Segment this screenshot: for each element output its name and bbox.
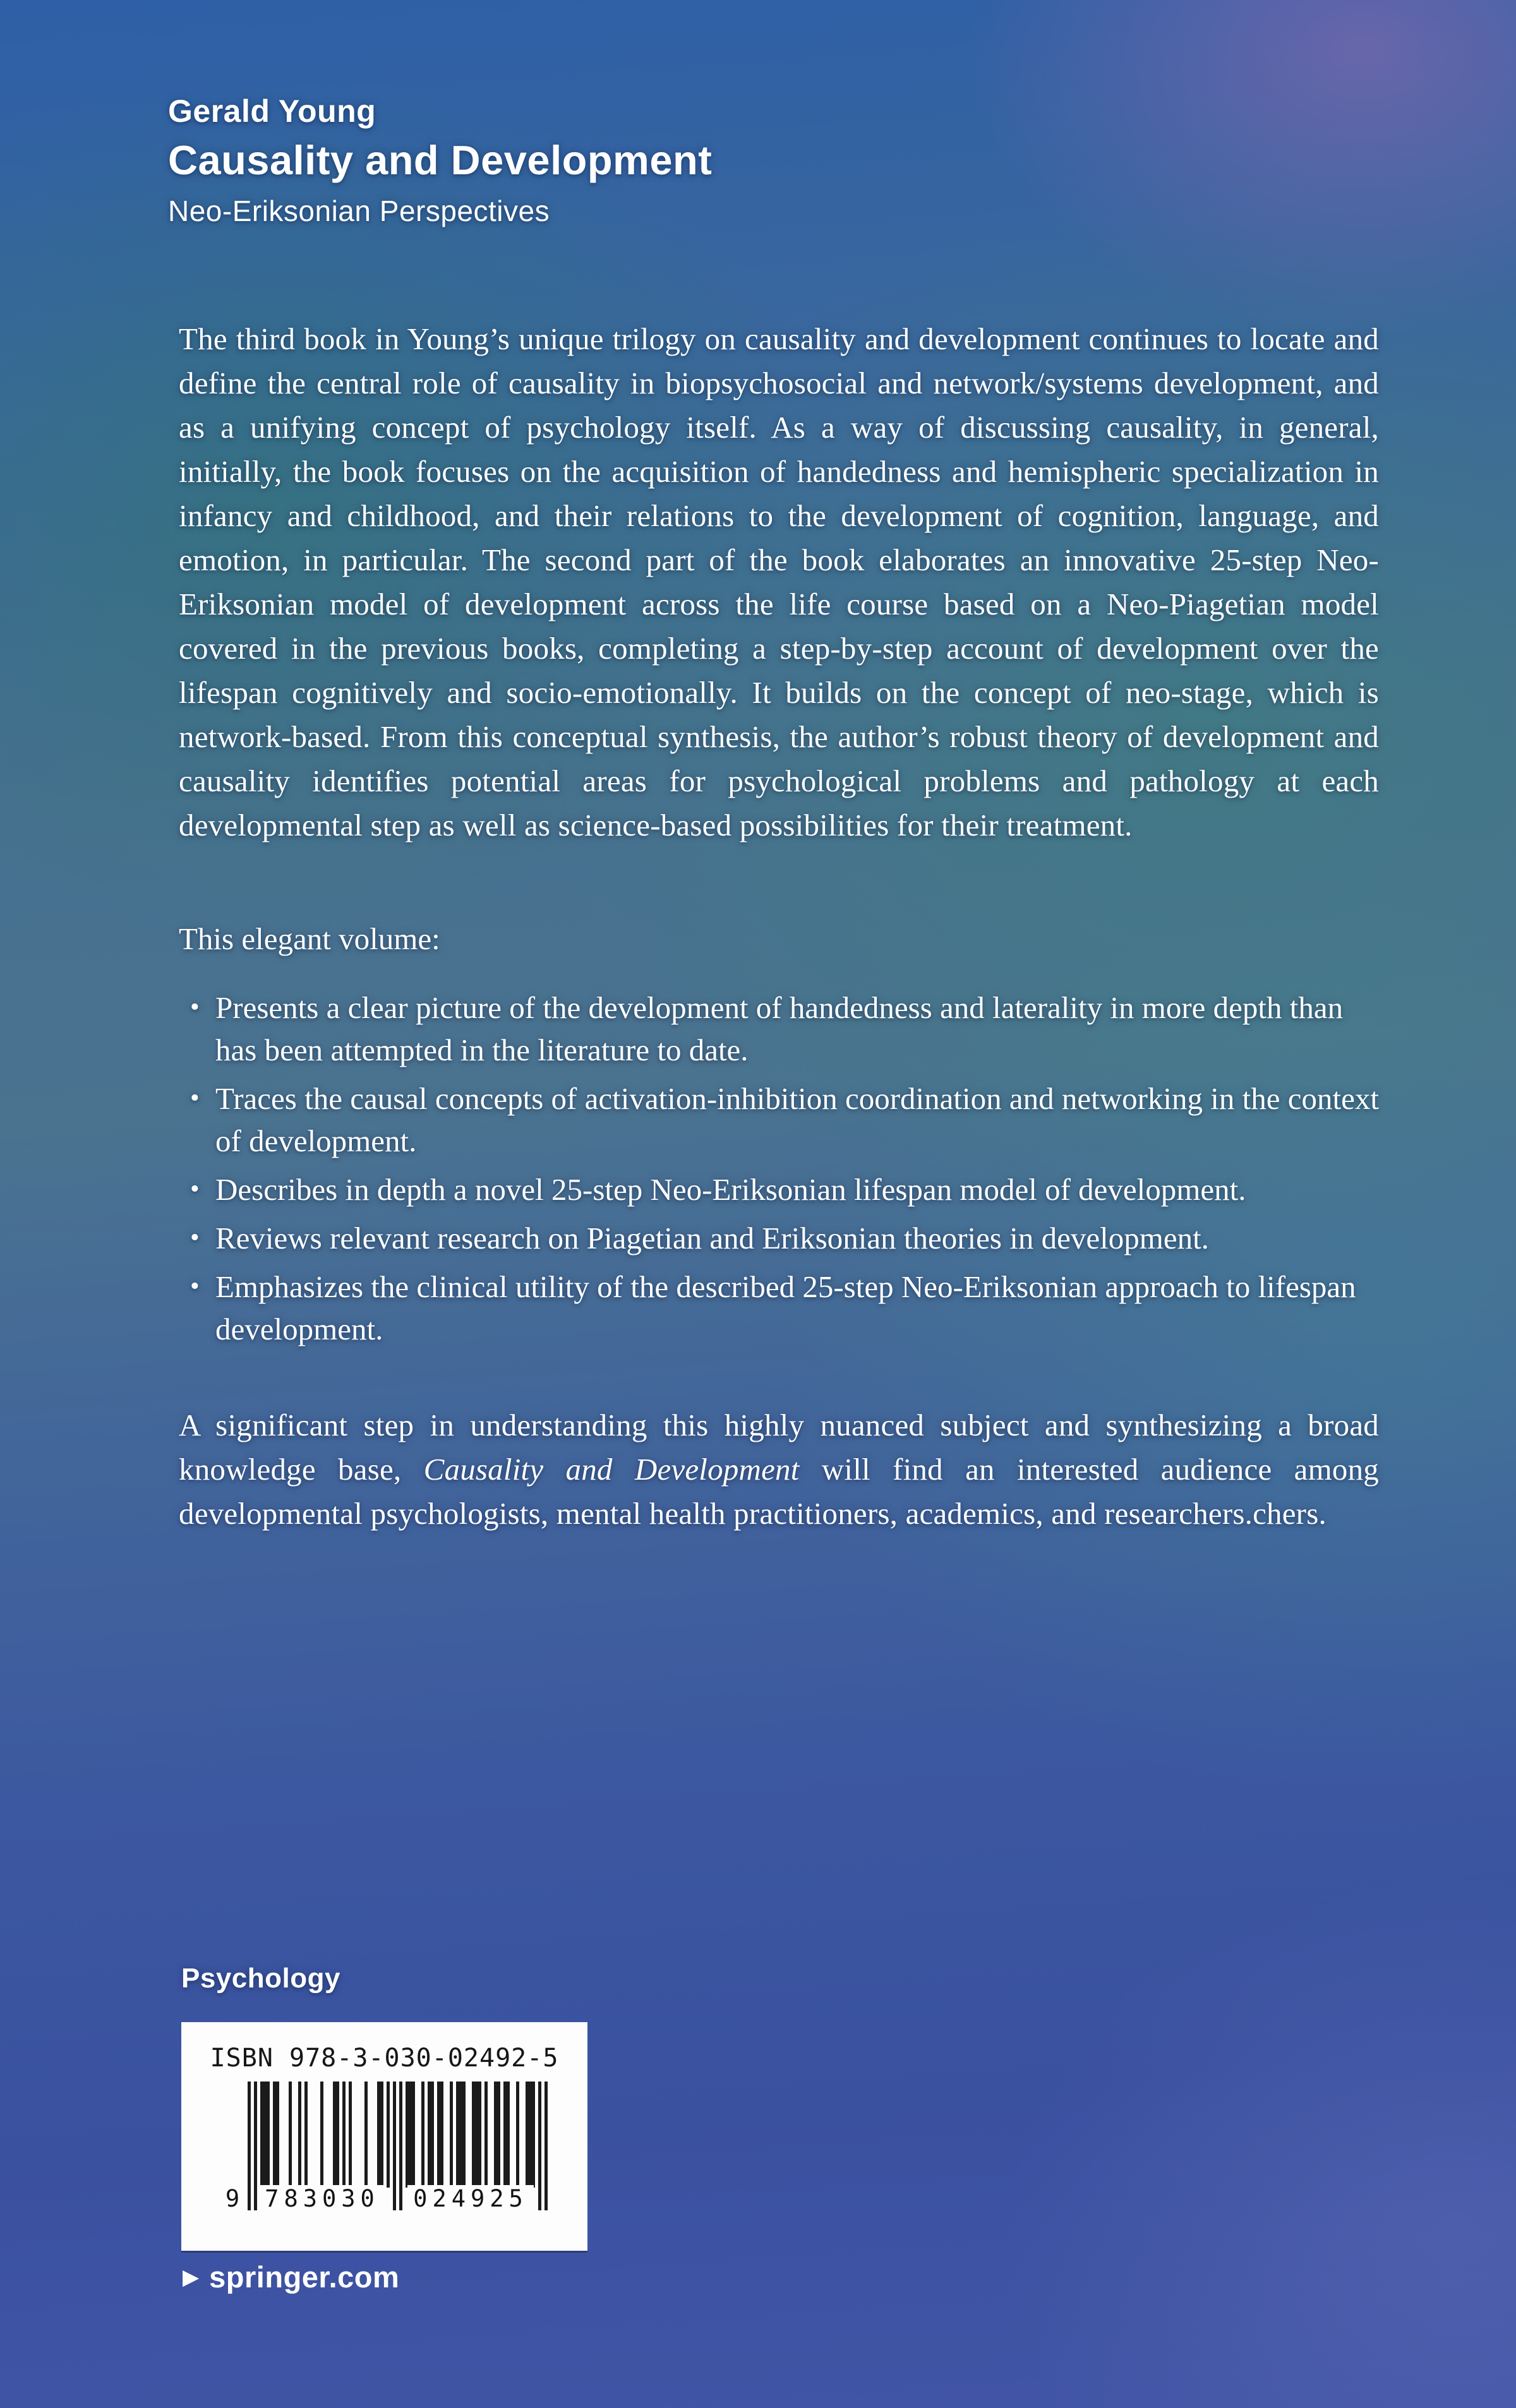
closing-paragraph xyxy=(179,1403,1379,1536)
header xyxy=(168,92,1381,229)
author-name: Gerald Young xyxy=(168,93,376,129)
list-item xyxy=(179,1266,1379,1350)
barcode-digit-left: 9 xyxy=(221,2185,244,2213)
bullet-text: Traces the causal concepts of activation-inhibition coordination and networking in the context of development. xyxy=(215,1081,1379,1158)
bullet-icon: • xyxy=(190,1084,200,1113)
barcode-digits-group2: 024925 xyxy=(407,2185,534,2213)
bullet-icon: • xyxy=(190,1223,200,1252)
barcode-digits-group1: 783030 xyxy=(259,2185,385,2213)
list-item xyxy=(179,986,1379,1071)
bullet-text: Describes in depth a novel 25-step Neo-Eriksonian lifespan model of development. xyxy=(215,1172,1246,1207)
bullet-text: Presents a clear picture of the development of handedness and laterality in more depth than has been attempted in the literature to date. xyxy=(215,990,1344,1067)
bullet-icon: • xyxy=(190,1175,200,1204)
isbn-barcode-panel xyxy=(181,2022,587,2251)
volume-intro: This elegant volume: xyxy=(179,921,440,956)
book-subtitle: Neo-Eriksonian Perspectives xyxy=(168,195,550,227)
barcode xyxy=(221,2082,548,2215)
bullet-icon: • xyxy=(190,993,200,1022)
category-label: Psychology xyxy=(181,1963,340,1994)
publisher-footer xyxy=(183,2260,399,2295)
list-item xyxy=(179,1077,1379,1162)
springer-arrow-icon: ▶ xyxy=(183,2265,200,2289)
book-title: Causality and Development xyxy=(168,137,713,183)
list-item xyxy=(179,1217,1379,1259)
list-item xyxy=(179,1168,1379,1211)
synopsis-paragraph: The third book in Young’s unique trilogy on causality and development continues to locate and define the central role of causality in biopsychosocial and network/systems development, and as a unifying concept of psychology itself. As a way of discussing causality, in general, initially, the book focuses on the acquisition of handedness and hemispheric specialization in infancy and childhood, and their relations to the development of cognition, language, and emotion, in particular. The second part of the book elaborates an innovative 25-step Neo-Eriksonian model of development across the life course based on a Neo-Piagetian model covered in the previous books, completing a step-by-step account of development over the lifespan cognitively and socio-emotionally. It builds on the concept of neo-stage, which is network-based. From this conceptual synthesis, the author’s robust theory of development and causality identifies potential areas for psychological problems and pathology at each developmental step as well as science-based possibilities for their treatment. xyxy=(179,321,1379,842)
bullet-text: Reviews relevant research on Piagetian and Eriksonian theories in development. xyxy=(215,1221,1209,1255)
bullet-text: Emphasizes the clinical utility of the described 25-step Neo-Eriksonian approach to lifespan development. xyxy=(215,1269,1356,1346)
bullet-icon: • xyxy=(190,1272,200,1301)
closing-text-after: will find an interested audience among developmental psychologists, mental health practitioners, academics, and researchers.chers. xyxy=(179,1452,1380,1531)
springer-site-label: springer.com xyxy=(209,2260,400,2294)
closing-title-italic: Causality and Development xyxy=(423,1452,800,1487)
closing-text-before: A significant step in understanding this highly nuanced subject and synthesizing a broad knowledge base, xyxy=(179,1408,1379,1487)
feature-list xyxy=(179,986,1379,1357)
isbn-number: ISBN 978-3-030-02492-5 xyxy=(210,2044,559,2073)
